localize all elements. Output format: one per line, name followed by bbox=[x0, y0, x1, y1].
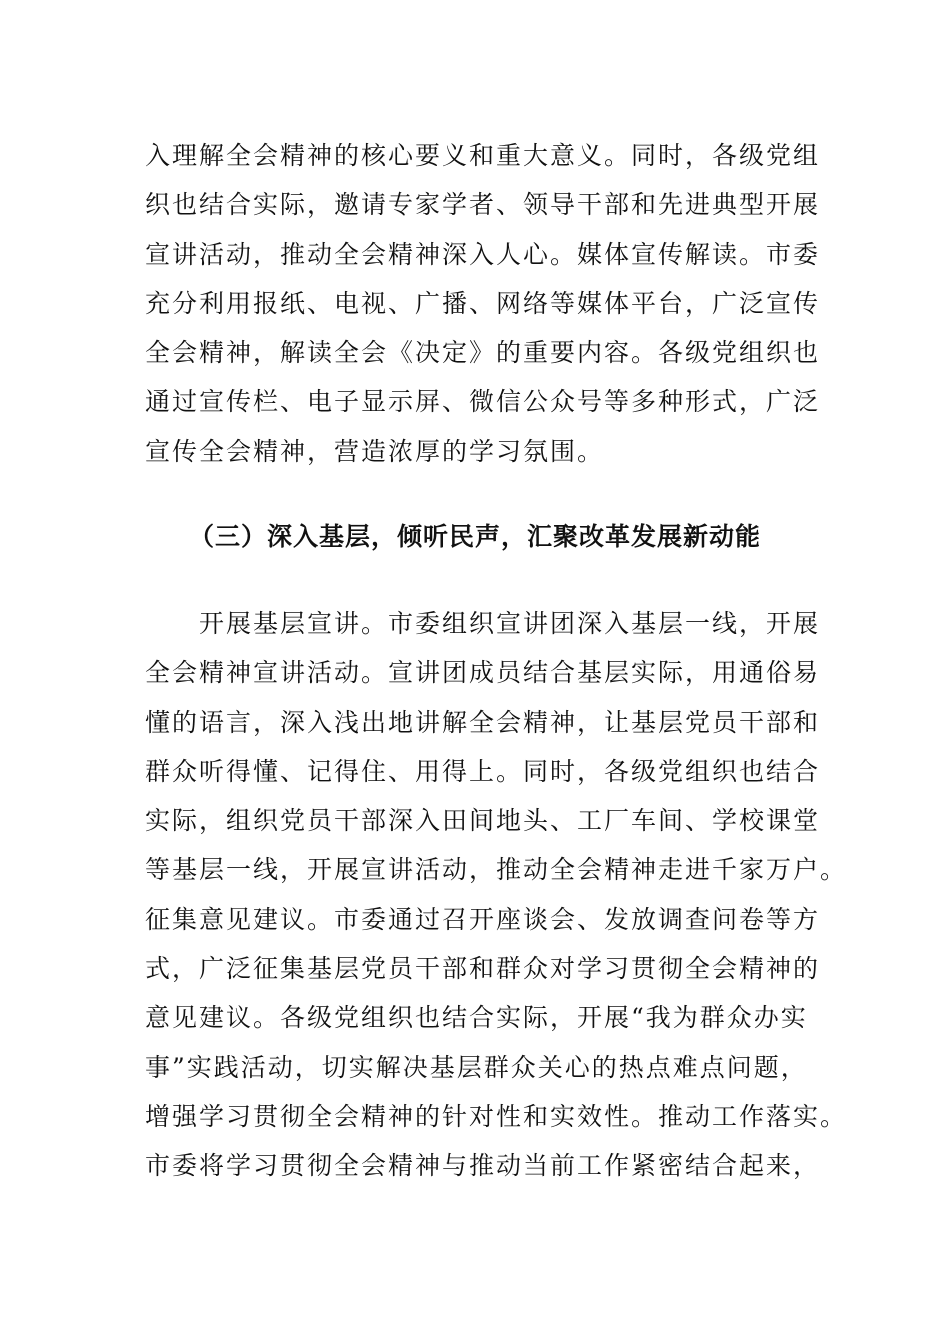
text-line: 意见建议。各级党组织也结合实际，开展“我为群众办实 bbox=[145, 1003, 808, 1033]
text-line: 事”实践活动，切实解决基层群众关心的热点难点问题， bbox=[145, 1052, 808, 1082]
text-line: 群众听得懂、记得住、用得上。同时，各级党组织也结合 bbox=[145, 756, 821, 786]
text-line: 通过宣传栏、电子显示屏、微信公众号等多种形式，广泛 bbox=[145, 387, 821, 417]
text-line: 实际，组织党员干部深入田间地头、工厂车间、学校课堂 bbox=[145, 806, 821, 836]
text-line: 等基层一线，开展宣讲活动，推动全会精神走进千家万户。 bbox=[145, 855, 848, 885]
text-line: 市委将学习贯彻全会精神与推动当前工作紧密结合起来， bbox=[145, 1151, 821, 1181]
text-line: 增强学习贯彻全会精神的针对性和实效性。推动工作落实。 bbox=[145, 1101, 848, 1131]
section-heading: （三）深入基层，倾听民声，汇聚改革发展新动能 bbox=[188, 522, 761, 551]
text-line: 充分利用报纸、电视、广播、网络等媒体平台，广泛宣传 bbox=[145, 288, 821, 318]
text-line: 织也结合实际，邀请专家学者、领导干部和先进典型开展 bbox=[145, 190, 821, 220]
text-line: 开展基层宣讲。市委组织宣讲团深入基层一线，开展 bbox=[145, 609, 821, 638]
text-line: 宣传全会精神，营造浓厚的学习氛围。 bbox=[145, 436, 605, 466]
text-line: 式，广泛征集基层党员干部和群众对学习贯彻全会精神的 bbox=[145, 954, 821, 984]
text-line: 宣讲活动，推动全会精神深入人心。媒体宣传解读。市委 bbox=[145, 239, 821, 269]
paragraph-media-promotion bbox=[145, 131, 821, 476]
text-line: 懂的语言，深入浅出地讲解全会精神，让基层党员干部和 bbox=[145, 707, 821, 737]
text-line: 入理解全会精神的核心要义和重大意义。同时，各级党组 bbox=[145, 141, 821, 170]
text-line: 全会精神宣讲活动。宣讲团成员结合基层实际，用通俗易 bbox=[145, 658, 821, 688]
paragraph-grassroots bbox=[145, 599, 848, 1191]
text-line: 全会精神，解读全会《决定》的重要内容。各级党组织也 bbox=[145, 338, 821, 368]
text-line: 征集意见建议。市委通过召开座谈会、发放调查问卷等方 bbox=[145, 904, 821, 934]
